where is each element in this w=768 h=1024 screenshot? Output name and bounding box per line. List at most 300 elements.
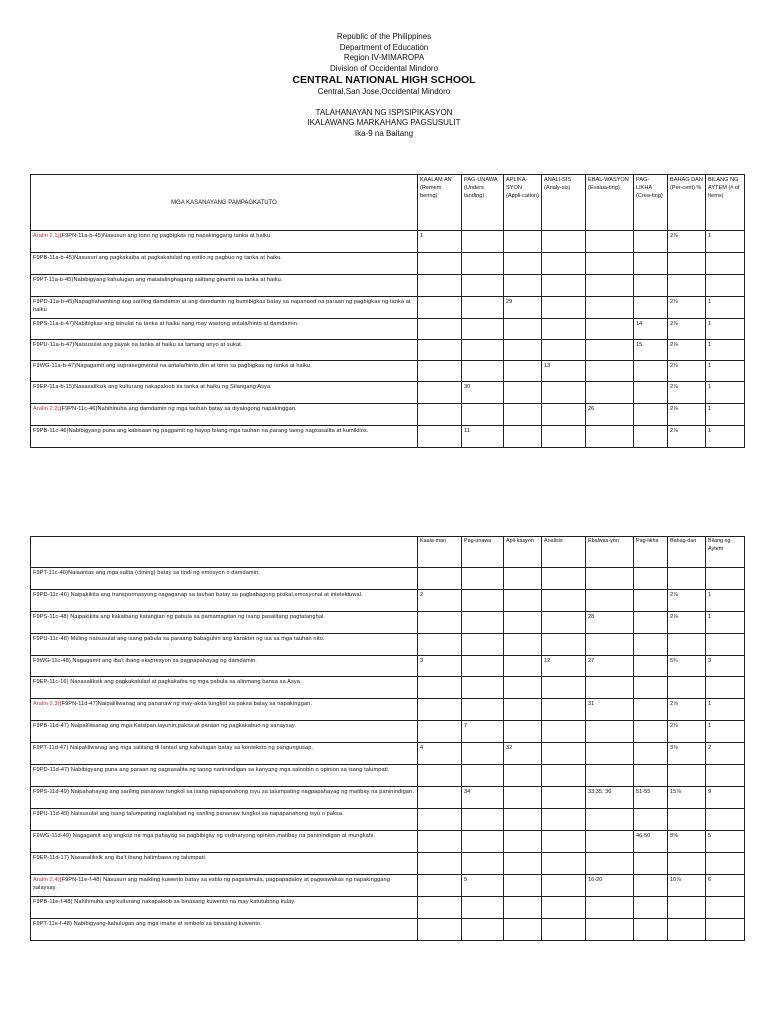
competency-text: F9PD-11a-b-45)Napaghahambing ang sariling damdamin at ang damdamin ng bumibigkas batay sa napanood na paraan ng pagbigkas ng tanka at haiku	[33, 299, 411, 313]
value-cell	[418, 253, 462, 275]
value-cell	[462, 743, 504, 765]
specification-table-1	[30, 174, 745, 448]
competency-text: F9PB-11e-f-48) Nahihinuha ang kulturang nakapaloob sa binasang kuwento na may katutubong kulay.	[33, 899, 296, 905]
value-cell: 2⅞	[668, 426, 706, 448]
competency-text: F9PU-11c-48) Muling naisusulat ang isang pabula sa paraang babaguhin ang karakter ng isa sa mga tauhan nito.	[33, 636, 325, 642]
competency-text: F9PB-11c-46)Nabibigyang puna ang kabisaan ng paggamit ng hayop bilang mga tauhan na parang taong nagsasalita at kumikilos.	[33, 428, 369, 434]
value-cell	[586, 568, 634, 590]
value-cell	[504, 231, 542, 253]
value-cell	[462, 361, 504, 382]
competency-cell	[31, 721, 418, 743]
value-cell	[586, 897, 634, 919]
competency-text: F9WG-11a-b-47)Nagagamit ang suprasegmental na antala/hinto,diin at tono sa pagbigkas ng tanka at haiku.	[33, 363, 312, 369]
value-cell	[542, 743, 586, 765]
value-cell	[634, 743, 668, 765]
value-cell	[462, 634, 504, 656]
value-cell	[634, 634, 668, 656]
column-header: Apli-kasyon	[504, 537, 542, 568]
competency-cell	[31, 590, 418, 612]
competency-text: F9PU-11d-49) Naisusulat ang isang talumpating naglalahad ng sariling pananaw tungkol sa napapanahong isyu o paksa.	[33, 811, 344, 817]
competency-cell	[31, 897, 418, 919]
value-cell	[542, 297, 586, 319]
value-cell	[634, 253, 668, 275]
competency-cell	[31, 743, 418, 765]
value-cell	[634, 382, 668, 404]
value-cell	[634, 897, 668, 919]
value-cell	[418, 634, 462, 656]
value-cell	[542, 404, 586, 426]
competency-text: F9EP-11a-b-15)Nasasaliksik ang kulturang nakapaloob sa tanka at haiku ng Silangang Asya.	[33, 384, 272, 390]
value-cell: 1	[706, 590, 745, 612]
value-cell	[634, 809, 668, 831]
table-row	[31, 897, 745, 919]
column-header: Pag-likha	[634, 537, 668, 568]
lesson-label: Aralin 2.2)	[33, 406, 60, 412]
specification-table-2	[30, 536, 745, 941]
value-cell: 26	[586, 404, 634, 426]
competency-cell	[31, 297, 418, 319]
value-cell	[418, 382, 462, 404]
value-cell	[586, 919, 634, 941]
value-cell	[586, 809, 634, 831]
value-cell	[586, 297, 634, 319]
value-cell	[504, 568, 542, 590]
value-cell	[634, 612, 668, 634]
value-cell: 3	[418, 656, 462, 677]
value-cell	[462, 919, 504, 941]
value-cell	[418, 568, 462, 590]
value-cell: 34	[462, 787, 504, 809]
value-cell	[634, 361, 668, 382]
value-cell: 29	[504, 297, 542, 319]
column-header: APLIKA-SYON (Appli-cation)	[504, 175, 542, 231]
value-cell	[418, 340, 462, 361]
value-cell	[418, 809, 462, 831]
value-cell	[462, 590, 504, 612]
value-cell	[706, 765, 745, 787]
value-cell	[586, 831, 634, 853]
table-row	[31, 404, 745, 426]
value-cell: 2⅞	[668, 721, 706, 743]
value-cell: 10⅞	[668, 875, 706, 897]
value-cell	[462, 809, 504, 831]
value-cell: 13	[542, 361, 586, 382]
column-header: Analisis	[542, 537, 586, 568]
value-cell: 6	[706, 875, 745, 897]
value-cell	[542, 568, 586, 590]
value-cell	[634, 699, 668, 721]
value-cell: 9	[706, 787, 745, 809]
value-cell	[418, 404, 462, 426]
value-cell: 51-55	[634, 787, 668, 809]
value-cell	[462, 612, 504, 634]
value-cell: 12	[542, 656, 586, 677]
value-cell	[462, 699, 504, 721]
table-row	[31, 721, 745, 743]
value-cell	[504, 612, 542, 634]
lesson-label: Aralin 2.4)	[33, 877, 60, 883]
column-header: EBAL-WASYON (Evalua-ting)	[586, 175, 634, 231]
value-cell	[504, 275, 542, 297]
value-cell	[542, 853, 586, 875]
table-row	[31, 787, 745, 809]
value-cell	[418, 853, 462, 875]
value-cell: 1	[706, 319, 745, 340]
competency-text: F9PB-11a-b-45)Nasusuri ang pagkakaiba at pagkakatulad ng estilo ng pagbuo ng tanka at haiku.	[33, 255, 283, 261]
value-cell: 1	[706, 699, 745, 721]
competency-cell	[31, 831, 418, 853]
value-cell: 1	[706, 612, 745, 634]
competency-cell	[31, 875, 418, 897]
value-cell: 2⅞	[668, 361, 706, 382]
value-cell	[586, 721, 634, 743]
value-cell	[668, 275, 706, 297]
value-cell	[504, 590, 542, 612]
table-row	[31, 853, 745, 875]
value-cell: 2⅞	[668, 699, 706, 721]
table-row	[31, 634, 745, 656]
value-cell	[504, 404, 542, 426]
value-cell	[586, 340, 634, 361]
competency-cell	[31, 404, 418, 426]
value-cell: 1	[706, 340, 745, 361]
competency-cell	[31, 568, 418, 590]
column-header: PAG-UNAWA (Unders tanding)	[462, 175, 504, 231]
value-cell	[634, 919, 668, 941]
value-cell: 2⅞	[668, 297, 706, 319]
competency-cell	[31, 787, 418, 809]
value-cell	[586, 590, 634, 612]
value-cell: 30	[462, 382, 504, 404]
value-cell: 2⅞	[668, 612, 706, 634]
value-cell	[586, 253, 634, 275]
competency-cell	[31, 765, 418, 787]
value-cell	[706, 809, 745, 831]
value-cell	[462, 568, 504, 590]
value-cell: 3	[706, 656, 745, 677]
value-cell	[418, 319, 462, 340]
value-cell	[504, 699, 542, 721]
value-cell	[504, 765, 542, 787]
column-header: Pag-unawa	[462, 537, 504, 568]
competency-text: F9PB-11d-47) Naipaliliwanag ang mga:Kaisipan,layunin,paksa;at paraan ng pagkakabuo ng sanaysay.	[33, 723, 297, 729]
competency-cell	[31, 677, 418, 699]
competency-cell	[31, 275, 418, 297]
value-cell: 2⅞	[668, 319, 706, 340]
competency-cell	[31, 319, 418, 340]
value-cell	[542, 319, 586, 340]
value-cell: 2	[706, 743, 745, 765]
table-row	[31, 743, 745, 765]
value-cell	[462, 253, 504, 275]
value-cell	[418, 297, 462, 319]
value-cell: 33,35, 36	[586, 787, 634, 809]
value-cell	[634, 568, 668, 590]
value-cell	[462, 853, 504, 875]
value-cell: 2⅞	[668, 231, 706, 253]
value-cell	[504, 656, 542, 677]
value-cell: 7	[462, 721, 504, 743]
value-cell	[504, 340, 542, 361]
value-cell: 2⅞	[668, 404, 706, 426]
value-cell	[706, 634, 745, 656]
value-cell: 5	[706, 831, 745, 853]
value-cell	[542, 831, 586, 853]
value-cell	[462, 275, 504, 297]
value-cell	[634, 426, 668, 448]
column-header: Bilang ng Aytem	[706, 537, 745, 568]
value-cell: 1	[706, 297, 745, 319]
header-row	[31, 537, 745, 568]
value-cell	[542, 634, 586, 656]
value-cell	[586, 275, 634, 297]
value-cell: 1	[706, 382, 745, 404]
value-cell	[542, 590, 586, 612]
value-cell	[418, 721, 462, 743]
header-line-region: Region IV-MIMAROPA	[343, 53, 425, 62]
value-cell	[586, 743, 634, 765]
value-cell	[418, 919, 462, 941]
value-cell	[418, 677, 462, 699]
value-cell	[668, 253, 706, 275]
value-cell: 2⅞	[668, 590, 706, 612]
table-row	[31, 656, 745, 677]
value-cell: 1	[706, 426, 745, 448]
competency-cell	[31, 361, 418, 382]
value-cell	[542, 809, 586, 831]
table-row	[31, 699, 745, 721]
table-row	[31, 612, 745, 634]
value-cell	[462, 765, 504, 787]
value-cell	[542, 231, 586, 253]
header-line-republic: Republic of the Philippines	[336, 32, 432, 41]
value-cell	[586, 677, 634, 699]
value-cell	[586, 382, 634, 404]
value-cell	[504, 382, 542, 404]
school-location: Central,San Jose,Occidental Mindoro	[317, 87, 451, 96]
competency-cell	[31, 919, 418, 941]
value-cell	[418, 875, 462, 897]
value-cell	[634, 590, 668, 612]
value-cell: 46-50	[634, 831, 668, 853]
value-cell	[504, 426, 542, 448]
value-cell: 5¾	[668, 656, 706, 677]
competency-cell	[31, 853, 418, 875]
value-cell	[504, 853, 542, 875]
value-cell	[634, 656, 668, 677]
table-row	[31, 253, 745, 275]
value-cell	[504, 875, 542, 897]
value-cell: 5	[462, 875, 504, 897]
value-cell	[586, 426, 634, 448]
value-cell	[706, 897, 745, 919]
table-row	[31, 426, 745, 448]
value-cell	[634, 231, 668, 253]
column-header: BAHAG DAN (Per-cent) %	[668, 175, 706, 231]
value-cell	[542, 426, 586, 448]
table-row	[31, 765, 745, 787]
value-cell	[634, 404, 668, 426]
value-cell	[462, 297, 504, 319]
value-cell	[634, 853, 668, 875]
value-cell	[418, 275, 462, 297]
value-cell: 1	[706, 361, 745, 382]
value-cell	[668, 853, 706, 875]
column-header: Kaala-man	[418, 537, 462, 568]
value-cell	[542, 765, 586, 787]
competency-text: F9PD-11c-46) Naipakikita ang transpormasyong nagaganap sa tauhan batay sa pagbabagong pisikal,emosyonal at intelektuwal.	[33, 592, 363, 598]
competency-cell	[31, 809, 418, 831]
value-cell	[504, 319, 542, 340]
competency-text: F9PT-11d-47) Naipaliliwanag ang mga salitang di lantad ang kahulugan batay sa konteksto ng pangungusap.	[33, 745, 314, 751]
value-cell: 8⅝	[668, 831, 706, 853]
value-cell	[462, 231, 504, 253]
value-cell	[542, 382, 586, 404]
value-cell	[542, 875, 586, 897]
competency-column-header	[31, 537, 418, 568]
value-cell	[418, 699, 462, 721]
value-cell	[586, 231, 634, 253]
value-cell: 1	[418, 231, 462, 253]
lesson-label: Aralin 2.3)	[33, 701, 60, 707]
value-cell: 14	[634, 319, 668, 340]
value-cell	[634, 275, 668, 297]
competency-text: F9PU-11a-b-47)Naisusulat ang payak na tanka at haiku sa tamang anyo at sukat.	[33, 342, 243, 348]
doc-subtitle: IKALAWANG MARKAHANG PAGSUSULIT	[307, 118, 461, 127]
value-cell	[668, 919, 706, 941]
value-cell	[542, 275, 586, 297]
value-cell	[504, 787, 542, 809]
value-cell: 2⅞	[668, 382, 706, 404]
competency-text: F9PT-11a-b-45)Nabibigyang kahulugan ang matatalinghagang salitang ginamit sa tanka at haiku.	[33, 277, 283, 283]
value-cell	[418, 831, 462, 853]
table-row	[31, 677, 745, 699]
competency-cell	[31, 340, 418, 361]
value-cell	[542, 677, 586, 699]
value-cell	[542, 897, 586, 919]
value-cell	[418, 765, 462, 787]
header-line-division: Division of Occidental Mindoro	[329, 63, 439, 73]
value-cell	[542, 721, 586, 743]
value-cell: 11	[462, 426, 504, 448]
column-header: BILANG NG AYTEM (# of Items)	[706, 175, 745, 231]
value-cell: 32	[504, 743, 542, 765]
competency-text: F9PT-11e-f-48) Nabibigyang-kahulugan ang mga imahe at simbolo sa binasang kuwento.	[33, 921, 262, 927]
value-cell: 15	[634, 340, 668, 361]
value-cell	[462, 831, 504, 853]
value-cell	[462, 677, 504, 699]
competency-text: F9PS-11d-49) Naipahahayag ang sariling pananaw tungkol sa isang napapanahong isyu sa talumpating nagpapahayag ng matibay na paninindigan.	[33, 789, 414, 795]
table-row	[31, 809, 745, 831]
value-cell	[586, 361, 634, 382]
value-cell: 31	[586, 699, 634, 721]
competency-cell	[31, 253, 418, 275]
value-cell	[504, 634, 542, 656]
value-cell	[706, 677, 745, 699]
table-row	[31, 340, 745, 361]
value-cell	[542, 699, 586, 721]
value-cell: 1	[706, 721, 745, 743]
value-cell	[542, 340, 586, 361]
value-cell	[418, 361, 462, 382]
competency-cell	[31, 656, 418, 677]
competency-cell	[31, 231, 418, 253]
value-cell: 1	[706, 404, 745, 426]
value-cell: 27	[586, 656, 634, 677]
competency-cell	[31, 634, 418, 656]
value-cell	[668, 897, 706, 919]
competency-text: F9PS-11c-48) Naipakikita ang kakaibang katangian ng pabula sa pamamagitan ng isang pasalitang pagtatanghal.	[33, 614, 326, 620]
competency-cell	[31, 382, 418, 404]
value-cell	[504, 919, 542, 941]
value-cell: 4	[418, 743, 462, 765]
table-row	[31, 831, 745, 853]
value-cell	[706, 568, 745, 590]
value-cell	[706, 919, 745, 941]
table-row	[31, 297, 745, 319]
column-header: KAALAM AN (Remem bering)	[418, 175, 462, 231]
competency-text: (F9PN-11a-b-45)Nasusuri ang tono ng pagbigkas ng napakinggang tanka at haiku.	[59, 233, 272, 239]
value-cell	[634, 297, 668, 319]
value-cell	[542, 919, 586, 941]
value-cell: 16-20	[586, 875, 634, 897]
value-cell	[668, 677, 706, 699]
value-cell	[504, 361, 542, 382]
competency-text: F9EP-11d-17) Nasasaliksik ang iba't ibang halimbawa ng talumpati.	[33, 855, 207, 861]
header-line-deped: Department of Education	[339, 42, 429, 52]
competency-text: (F9PN-11d-47)Naipaliliwanag ang pananaw ng may-akda tungkol sa paksa batay sa napakinggan.	[59, 701, 312, 707]
competency-text: (F9PN-11c-46)Nahihinuha ang damdamin ng mga tauhan batay sa diyalogong napakinggan.	[59, 406, 297, 412]
doc-title: TALAHANAYAN NG ISPISIPIKASYON	[315, 107, 453, 117]
competency-cell	[31, 612, 418, 634]
value-cell	[504, 897, 542, 919]
value-cell	[542, 612, 586, 634]
value-cell	[418, 426, 462, 448]
column-header: PAG-LIKHA (Crea-ting)	[634, 175, 668, 231]
column-header: ANALI-SIS (Analy-sis)	[542, 175, 586, 231]
value-cell	[586, 853, 634, 875]
value-cell	[542, 787, 586, 809]
competency-text: (F9PN-11e-f-48) Nasusuri ang maikling kuwento batay sa estilo ng pagsisimula, pagpapadaloy at pagwawakas ng napakinggang salaysay.	[33, 877, 390, 891]
table-row	[31, 319, 745, 340]
value-cell	[634, 765, 668, 787]
value-cell	[668, 568, 706, 590]
value-cell	[504, 677, 542, 699]
value-cell	[418, 897, 462, 919]
competency-text: F9WG-11c-48) Nagagamit ang iba't ibang ekspresyon sa pagpapahayag ng damdamin.	[33, 658, 257, 664]
value-cell: 2⅞	[668, 340, 706, 361]
value-cell	[706, 253, 745, 275]
value-cell	[668, 634, 706, 656]
competency-cell	[31, 699, 418, 721]
value-cell	[634, 721, 668, 743]
value-cell	[418, 612, 462, 634]
table-row	[31, 919, 745, 941]
competency-cell	[31, 426, 418, 448]
value-cell	[462, 404, 504, 426]
table-row	[31, 382, 745, 404]
value-cell: 15⅞	[668, 787, 706, 809]
table-row	[31, 361, 745, 382]
value-cell	[504, 721, 542, 743]
value-cell	[634, 875, 668, 897]
value-cell: 1	[706, 231, 745, 253]
value-cell: 2	[418, 590, 462, 612]
value-cell: 3⅞	[668, 743, 706, 765]
value-cell	[542, 253, 586, 275]
value-cell	[706, 853, 745, 875]
table-row	[31, 275, 745, 297]
